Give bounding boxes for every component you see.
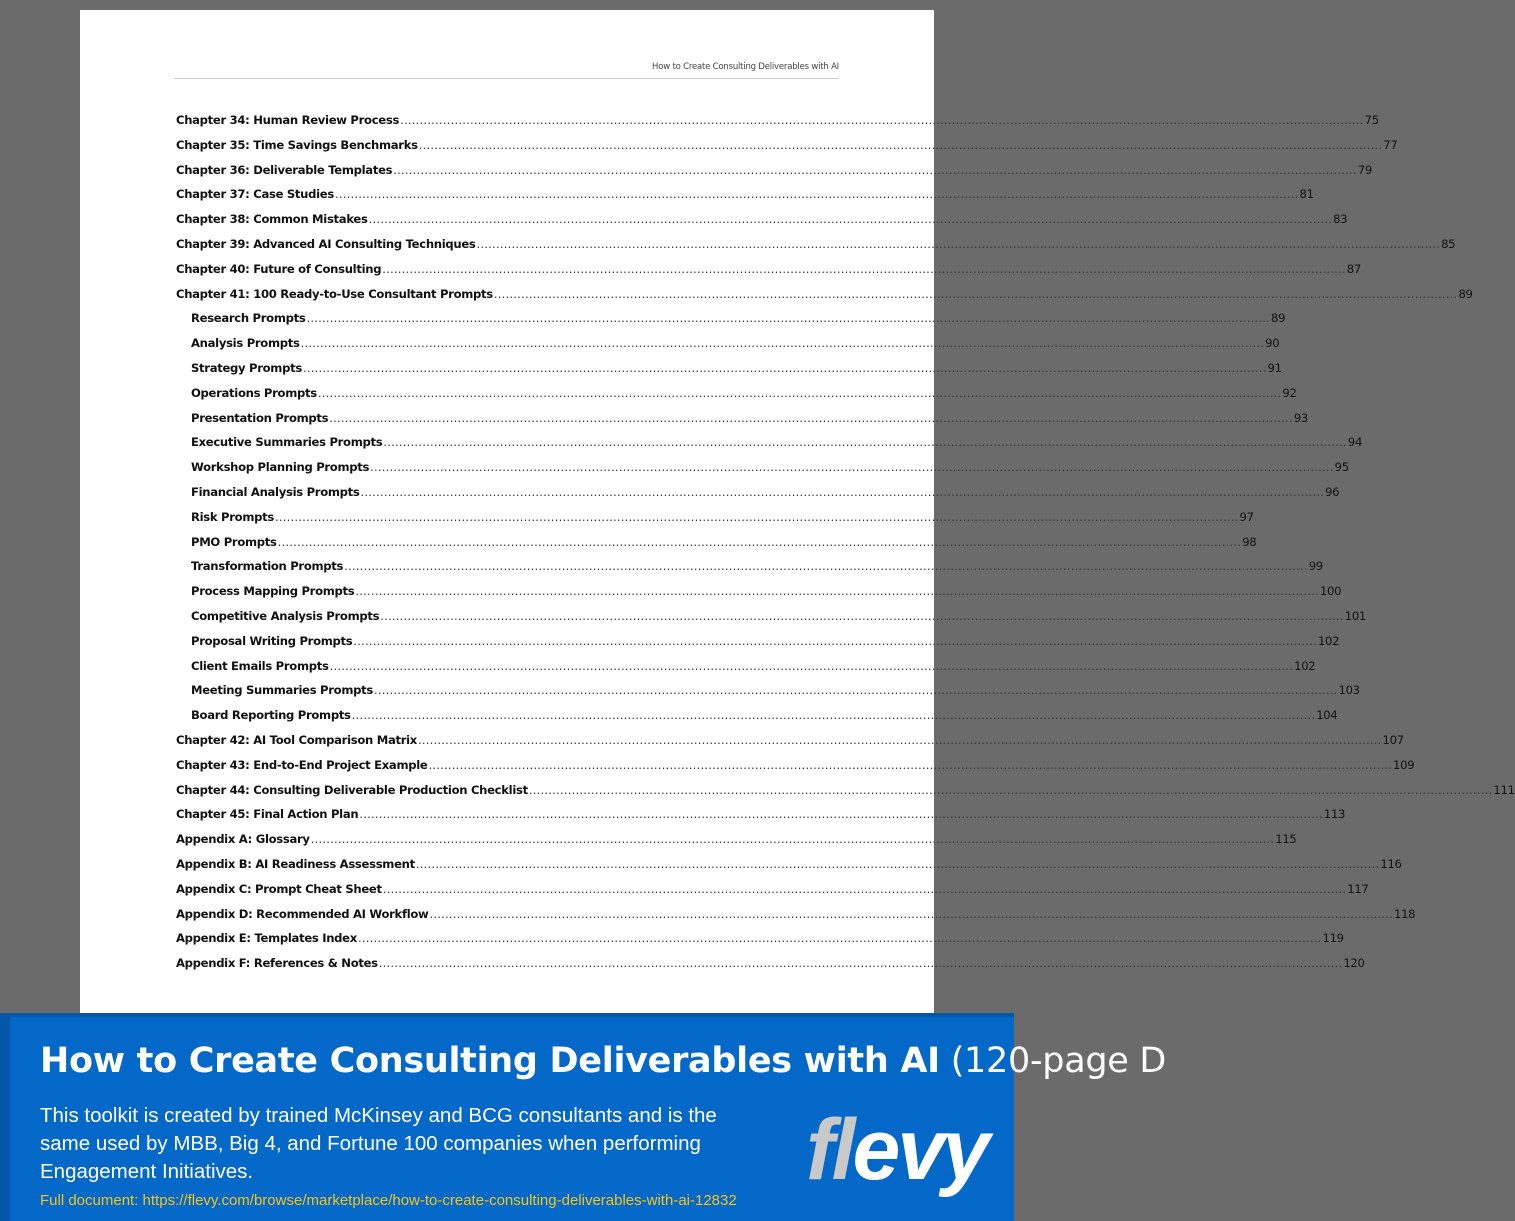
toc-entry-page-number: 99 <box>1308 559 1323 574</box>
toc-dot-leader <box>344 559 1308 573</box>
toc-entry[interactable] <box>176 856 1402 882</box>
toc-entry-title: Chapter 41: 100 Ready-to-Use Consultant Prompts <box>176 286 493 301</box>
promo-banner <box>0 1013 1166 1221</box>
toc-entry-page-number: 102 <box>1317 633 1340 648</box>
toc-entry-title: Appendix F: References & Notes <box>176 956 378 971</box>
toc-entry-page-number: 83 <box>1333 212 1348 227</box>
toc-entry[interactable] <box>176 261 1361 287</box>
toc-dot-leader <box>358 931 1322 945</box>
toc-entry-title: Board Reporting Prompts <box>191 708 351 723</box>
toc-entry[interactable] <box>176 460 1349 485</box>
toc-entry[interactable] <box>176 534 1257 560</box>
banner-title-light: (120-page D <box>950 1041 1166 1081</box>
toc-dot-leader <box>369 212 1333 226</box>
toc-entry-page-number: 77 <box>1383 137 1398 152</box>
toc-entry-title: Chapter 45: Final Action Plan <box>176 807 359 822</box>
toc-entry[interactable] <box>176 360 1282 386</box>
toc-dot-leader <box>383 882 1347 896</box>
toc-entry[interactable] <box>176 807 1346 832</box>
toc-entry-page-number: 92 <box>1282 385 1297 400</box>
toc-entry[interactable] <box>176 658 1316 684</box>
toc-entry-title: Strategy Prompts <box>191 360 302 375</box>
toc-entry-page-number: 79 <box>1357 162 1372 177</box>
toc-entry-page-number: 90 <box>1265 336 1280 351</box>
toc-dot-leader <box>429 907 1393 921</box>
toc-dot-leader <box>306 311 1270 325</box>
logo-part-1: fl <box>806 1102 853 1198</box>
toc-entry-page-number: 89 <box>1458 286 1473 301</box>
running-header: How to Create Consulting Deliverables with AI <box>652 62 839 72</box>
toc-entry-page-number: 115 <box>1275 832 1297 847</box>
toc-entry-title: Chapter 42: AI Tool Comparison Matrix <box>176 732 417 747</box>
toc-entry-title: Chapter 44: Consulting Deliverable Production Checklist <box>176 782 528 797</box>
toc-entry-title: Chapter 34: Human Review Process <box>176 113 400 127</box>
toc-entry-title: Appendix B: AI Readiness Assessment <box>176 856 415 871</box>
toc-entry-page-number: 91 <box>1267 360 1282 375</box>
toc-entry[interactable] <box>176 484 1340 510</box>
toc-entry-title: Meeting Summaries Prompts <box>191 683 373 698</box>
toc-entry[interactable] <box>176 311 1286 336</box>
toc-entry[interactable] <box>176 385 1297 411</box>
toc-dot-leader <box>428 758 1392 772</box>
toc-entry-page-number: 120 <box>1343 956 1365 971</box>
toc-entry-page-number: 95 <box>1334 460 1349 475</box>
toc-entry[interactable] <box>176 410 1308 436</box>
toc-entry[interactable] <box>176 732 1404 758</box>
toc-entry-page-number: 113 <box>1323 807 1346 822</box>
toc-dot-leader <box>393 163 1357 177</box>
toc-dot-leader <box>318 386 1282 400</box>
toc-entry-title: Chapter 35: Time Savings Benchmarks <box>176 137 418 152</box>
toc-entry-page-number: 109 <box>1393 757 1415 772</box>
toc-dot-leader <box>330 659 1294 673</box>
toc-entry[interactable] <box>176 832 1297 857</box>
toc-entry[interactable] <box>176 906 1416 932</box>
toc-entry-title: Proposal Writing Prompts <box>191 633 353 648</box>
toc-entry-page-number: 111 <box>1493 782 1515 797</box>
toc-entry[interactable] <box>176 757 1415 783</box>
toc-dot-leader <box>275 510 1239 524</box>
toc-entry-title: Financial Analysis Prompts <box>191 484 360 499</box>
toc-dot-leader <box>301 336 1265 350</box>
toc-entry-page-number: 98 <box>1242 534 1257 549</box>
toc-dot-leader <box>418 733 1382 747</box>
toc-entry-title: Competitive Analysis Prompts <box>191 608 380 623</box>
toc-dot-leader <box>400 113 1364 127</box>
toc-dot-leader <box>329 411 1293 425</box>
toc-entry-title: Analysis Prompts <box>191 336 300 351</box>
toc-dot-leader <box>379 956 1343 970</box>
toc-entry-page-number: 116 <box>1380 856 1402 871</box>
toc-entry-title: Research Prompts <box>191 311 306 326</box>
toc-entry-page-number: 102 <box>1294 658 1316 673</box>
toc-entry[interactable] <box>176 584 1342 609</box>
toc-entry[interactable] <box>176 236 1456 262</box>
toc-dot-leader <box>355 584 1319 598</box>
toc-dot-leader <box>311 832 1275 846</box>
toc-entry-title: Chapter 43: End-to-End Project Example <box>176 757 428 772</box>
toc-entry-page-number: 81 <box>1299 187 1314 202</box>
toc-dot-leader <box>382 262 1346 276</box>
toc-dot-leader <box>477 237 1441 251</box>
toc-entry-title: Appendix D: Recommended AI Workflow <box>176 906 429 921</box>
banner-description: This toolkit is created by trained McKinsey and BCG consultants and is the same used by MBB, Big 4, and Fortune 100 companies when performing Engagement Initiatives. <box>40 1104 717 1183</box>
toc-dot-leader <box>359 807 1323 821</box>
toc-entry-title: Chapter 37: Case Studies <box>176 187 334 202</box>
toc-entry-page-number: 118 <box>1394 906 1416 921</box>
toc-entry-title: Process Mapping Prompts <box>191 584 355 599</box>
toc-entry[interactable] <box>176 956 1365 981</box>
header-rule <box>174 78 839 79</box>
toc-entry[interactable] <box>176 608 1366 634</box>
toc-entry[interactable] <box>176 113 1379 138</box>
toc-entry-title: PMO Prompts <box>191 534 277 549</box>
toc-entry[interactable] <box>176 162 1372 188</box>
flevy-logo[interactable] <box>806 1102 988 1198</box>
toc-entry-page-number: 97 <box>1239 509 1254 524</box>
toc-dot-leader <box>374 683 1338 697</box>
toc-entry-page-number: 117 <box>1347 881 1369 896</box>
toc-entry-title: Executive Summaries Prompts <box>191 435 383 450</box>
toc-entry[interactable] <box>176 137 1398 163</box>
toc-entry-page-number: 104 <box>1316 708 1338 723</box>
toc-entry[interactable] <box>176 435 1363 460</box>
toc-dot-leader <box>303 361 1267 375</box>
toc-entry-page-number: 103 <box>1338 683 1360 698</box>
toc-entry[interactable] <box>176 559 1323 584</box>
toc-entry-page-number: 87 <box>1346 261 1361 276</box>
toc-entry[interactable] <box>176 336 1280 361</box>
toc-entry-page-number: 94 <box>1347 435 1363 450</box>
toc-entry-page-number: 93 <box>1293 410 1308 425</box>
toc-entry[interactable] <box>176 683 1360 708</box>
document-page <box>80 10 1515 1013</box>
toc-entry-page-number: 101 <box>1344 608 1366 623</box>
table-of-contents <box>176 113 1515 981</box>
toc-entry-title: Chapter 40: Future of Consulting <box>176 261 382 276</box>
toc-dot-leader <box>353 634 1317 648</box>
toc-dot-leader <box>494 287 1458 301</box>
toc-dot-leader <box>335 187 1299 201</box>
toc-entry[interactable] <box>176 881 1369 907</box>
toc-entry-title: Appendix A: Glossary <box>176 832 310 847</box>
toc-entry-page-number: 119 <box>1322 931 1344 946</box>
toc-entry-title: Workshop Planning Prompts <box>191 460 370 475</box>
toc-entry-page-number: 85 <box>1441 236 1456 251</box>
toc-entry-page-number: 100 <box>1319 584 1342 599</box>
toc-entry-title: Operations Prompts <box>191 385 317 400</box>
toc-dot-leader <box>419 138 1383 152</box>
toc-entry[interactable] <box>176 931 1344 956</box>
toc-entry[interactable] <box>176 187 1314 212</box>
toc-entry-title: Chapter 39: Advanced AI Consulting Techniques <box>176 236 476 251</box>
toc-entry-title: Transformation Prompts <box>191 559 344 574</box>
toc-entry-page-number: 107 <box>1382 732 1404 747</box>
toc-entry-title: Client Emails Prompts <box>191 658 329 673</box>
toc-entry[interactable] <box>176 633 1340 659</box>
toc-entry-title: Appendix E: Templates Index <box>176 931 357 946</box>
toc-dot-leader <box>352 708 1316 722</box>
toc-entry[interactable] <box>176 286 1473 312</box>
toc-entry-title: Chapter 36: Deliverable Templates <box>176 162 393 177</box>
logo-part-2: evy <box>852 1102 988 1198</box>
toc-entry[interactable] <box>176 782 1515 808</box>
toc-entry[interactable] <box>176 212 1348 237</box>
toc-entry-page-number: 75 <box>1364 113 1379 127</box>
banner-title <box>40 1041 1166 1081</box>
full-document-link[interactable]: Full document: https://flevy.com/browse/marketplace/how-to-create-consulting-deliverables-with-ai-12832 <box>40 1192 737 1209</box>
toc-entry-title: Presentation Prompts <box>191 410 329 425</box>
toc-dot-leader <box>380 609 1344 623</box>
toc-entry[interactable] <box>176 509 1254 535</box>
toc-entry-title: Appendix C: Prompt Cheat Sheet <box>176 881 382 896</box>
toc-dot-leader <box>278 535 1242 549</box>
toc-entry-title: Risk Prompts <box>191 509 274 524</box>
banner-title-bold: How to Create Consulting Deliverables with AI <box>40 1041 940 1081</box>
toc-dot-leader <box>370 460 1334 474</box>
toc-dot-leader <box>529 783 1493 797</box>
toc-entry[interactable] <box>176 708 1338 733</box>
toc-dot-leader <box>383 435 1347 449</box>
toc-entry-page-number: 96 <box>1325 484 1340 499</box>
toc-entry-page-number: 89 <box>1271 311 1286 326</box>
toc-entry-title: Chapter 38: Common Mistakes <box>176 212 368 227</box>
toc-dot-leader <box>416 857 1380 871</box>
toc-dot-leader <box>361 485 1325 499</box>
